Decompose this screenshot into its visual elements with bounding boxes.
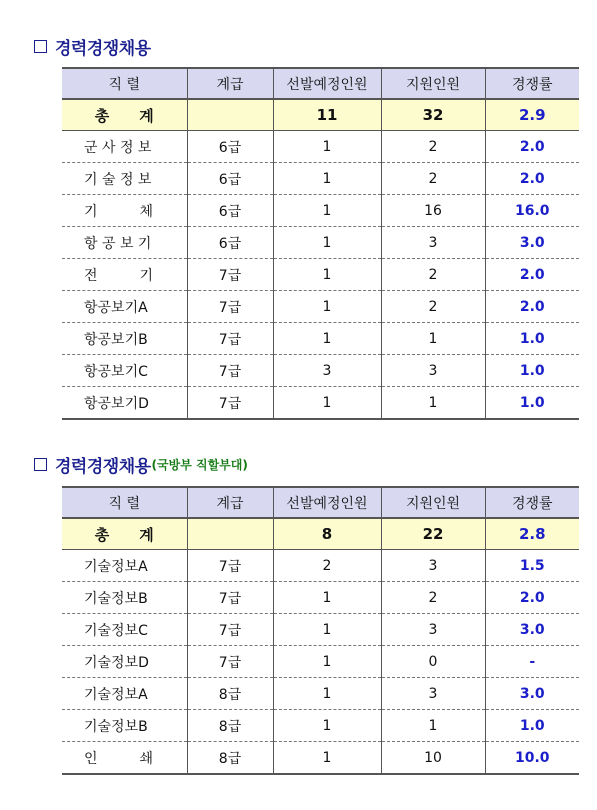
- total-selected: 11: [273, 99, 381, 131]
- row-selected: 1: [273, 163, 381, 195]
- row-applicants: 2: [381, 291, 485, 323]
- row-selected: 1: [273, 227, 381, 259]
- section2-title: 경력경쟁채용: [55, 456, 151, 477]
- row-series: 기술정보B: [62, 582, 187, 614]
- row-grade: 8급: [187, 742, 273, 775]
- row-selected: 1: [273, 710, 381, 742]
- total-grade: [187, 518, 273, 550]
- row-applicants: 3: [381, 550, 485, 582]
- table-row: [62, 582, 579, 614]
- section1-table: [62, 67, 579, 420]
- table-row: [62, 646, 579, 678]
- table-row: [62, 195, 579, 227]
- row-series: 항공보기C: [62, 355, 187, 387]
- header-selected: 선발예정인원: [273, 487, 381, 518]
- row-ratio: 2.0: [485, 131, 579, 163]
- checkbox-square-icon: [34, 40, 47, 53]
- table-row: [62, 387, 579, 420]
- row-ratio: 3.0: [485, 614, 579, 646]
- row-ratio: 3.0: [485, 227, 579, 259]
- row-series: 항공보기B: [62, 323, 187, 355]
- row-selected: 1: [273, 582, 381, 614]
- header-series: 직 렬: [62, 68, 187, 99]
- total-applicants: 22: [381, 518, 485, 550]
- row-applicants: 0: [381, 646, 485, 678]
- row-series: 기술정보A: [62, 678, 187, 710]
- table-header-row: [62, 487, 579, 518]
- row-grade: 7급: [187, 355, 273, 387]
- row-series: 인 쇄: [62, 742, 187, 775]
- row-selected: 1: [273, 131, 381, 163]
- total-ratio: 2.9: [485, 99, 579, 131]
- row-grade: 7급: [187, 646, 273, 678]
- row-applicants: 3: [381, 614, 485, 646]
- table-row: [62, 550, 579, 582]
- row-ratio: 3.0: [485, 678, 579, 710]
- table-row: [62, 163, 579, 195]
- header-series: 직 렬: [62, 487, 187, 518]
- section1-heading: [34, 34, 151, 58]
- row-applicants: 2: [381, 582, 485, 614]
- header-grade: 계급: [187, 487, 273, 518]
- table-row: [62, 710, 579, 742]
- row-selected: 1: [273, 646, 381, 678]
- row-grade: 7급: [187, 259, 273, 291]
- row-applicants: 16: [381, 195, 485, 227]
- row-grade: 7급: [187, 291, 273, 323]
- header-applicants: 지원인원: [381, 68, 485, 99]
- row-applicants: 2: [381, 163, 485, 195]
- checkbox-square-icon: [34, 458, 47, 471]
- table-row: [62, 227, 579, 259]
- header-selected: 선발예정인원: [273, 68, 381, 99]
- header-grade: 계급: [187, 68, 273, 99]
- total-label: 총 계: [62, 99, 187, 131]
- table-row: [62, 323, 579, 355]
- section2-subtitle: (국방부 직할부대): [151, 457, 248, 472]
- section2-table: [62, 486, 579, 775]
- row-applicants: 10: [381, 742, 485, 775]
- row-applicants: 1: [381, 387, 485, 420]
- total-label: 총 계: [62, 518, 187, 550]
- row-series: 기술정보B: [62, 710, 187, 742]
- row-ratio: 2.0: [485, 259, 579, 291]
- header-applicants: 지원인원: [381, 487, 485, 518]
- table-row: [62, 131, 579, 163]
- row-series: 기술정보C: [62, 614, 187, 646]
- table-row: [62, 259, 579, 291]
- row-applicants: 1: [381, 710, 485, 742]
- row-ratio: 1.0: [485, 355, 579, 387]
- table-row: [62, 742, 579, 775]
- row-series: 군 사 정 보: [62, 131, 187, 163]
- row-applicants: 2: [381, 259, 485, 291]
- total-ratio: 2.8: [485, 518, 579, 550]
- row-ratio: 1.0: [485, 323, 579, 355]
- header-ratio: 경쟁률: [485, 487, 579, 518]
- row-selected: 1: [273, 678, 381, 710]
- row-selected: 3: [273, 355, 381, 387]
- row-grade: 6급: [187, 227, 273, 259]
- row-ratio: 2.0: [485, 582, 579, 614]
- row-series: 항공보기A: [62, 291, 187, 323]
- row-grade: 6급: [187, 163, 273, 195]
- row-applicants: 1: [381, 323, 485, 355]
- row-ratio: -: [485, 646, 579, 678]
- row-selected: 1: [273, 195, 381, 227]
- row-selected: 1: [273, 291, 381, 323]
- row-ratio: 1.5: [485, 550, 579, 582]
- row-selected: 1: [273, 387, 381, 420]
- row-applicants: 2: [381, 131, 485, 163]
- table-row: [62, 291, 579, 323]
- row-grade: 7급: [187, 387, 273, 420]
- table-header-row: [62, 68, 579, 99]
- row-series: 항공보기D: [62, 387, 187, 420]
- row-grade: 8급: [187, 710, 273, 742]
- row-series: 항 공 보 기: [62, 227, 187, 259]
- row-series: 전 기: [62, 259, 187, 291]
- row-grade: 6급: [187, 195, 273, 227]
- total-row: [62, 518, 579, 550]
- row-ratio: 2.0: [485, 291, 579, 323]
- row-selected: 1: [273, 742, 381, 775]
- row-series: 기술정보A: [62, 550, 187, 582]
- header-ratio: 경쟁률: [485, 68, 579, 99]
- row-grade: 7급: [187, 614, 273, 646]
- row-selected: 1: [273, 259, 381, 291]
- section1-title: 경력경쟁채용: [55, 38, 151, 59]
- table-row: [62, 355, 579, 387]
- row-grade: 7급: [187, 550, 273, 582]
- total-row: [62, 99, 579, 131]
- row-series: 기 술 정 보: [62, 163, 187, 195]
- row-series: 기 체: [62, 195, 187, 227]
- total-grade: [187, 99, 273, 131]
- row-ratio: 1.0: [485, 387, 579, 420]
- row-ratio: 16.0: [485, 195, 579, 227]
- row-series: 기술정보D: [62, 646, 187, 678]
- row-selected: 1: [273, 614, 381, 646]
- table-row: [62, 678, 579, 710]
- row-grade: 6급: [187, 131, 273, 163]
- row-applicants: 3: [381, 355, 485, 387]
- row-grade: 7급: [187, 323, 273, 355]
- row-ratio: 1.0: [485, 710, 579, 742]
- row-applicants: 3: [381, 227, 485, 259]
- table-row: [62, 614, 579, 646]
- row-applicants: 3: [381, 678, 485, 710]
- row-grade: 7급: [187, 582, 273, 614]
- row-grade: 8급: [187, 678, 273, 710]
- row-ratio: 2.0: [485, 163, 579, 195]
- row-ratio: 10.0: [485, 742, 579, 775]
- total-applicants: 32: [381, 99, 485, 131]
- row-selected: 2: [273, 550, 381, 582]
- row-selected: 1: [273, 323, 381, 355]
- total-selected: 8: [273, 518, 381, 550]
- section2-heading: [34, 452, 248, 476]
